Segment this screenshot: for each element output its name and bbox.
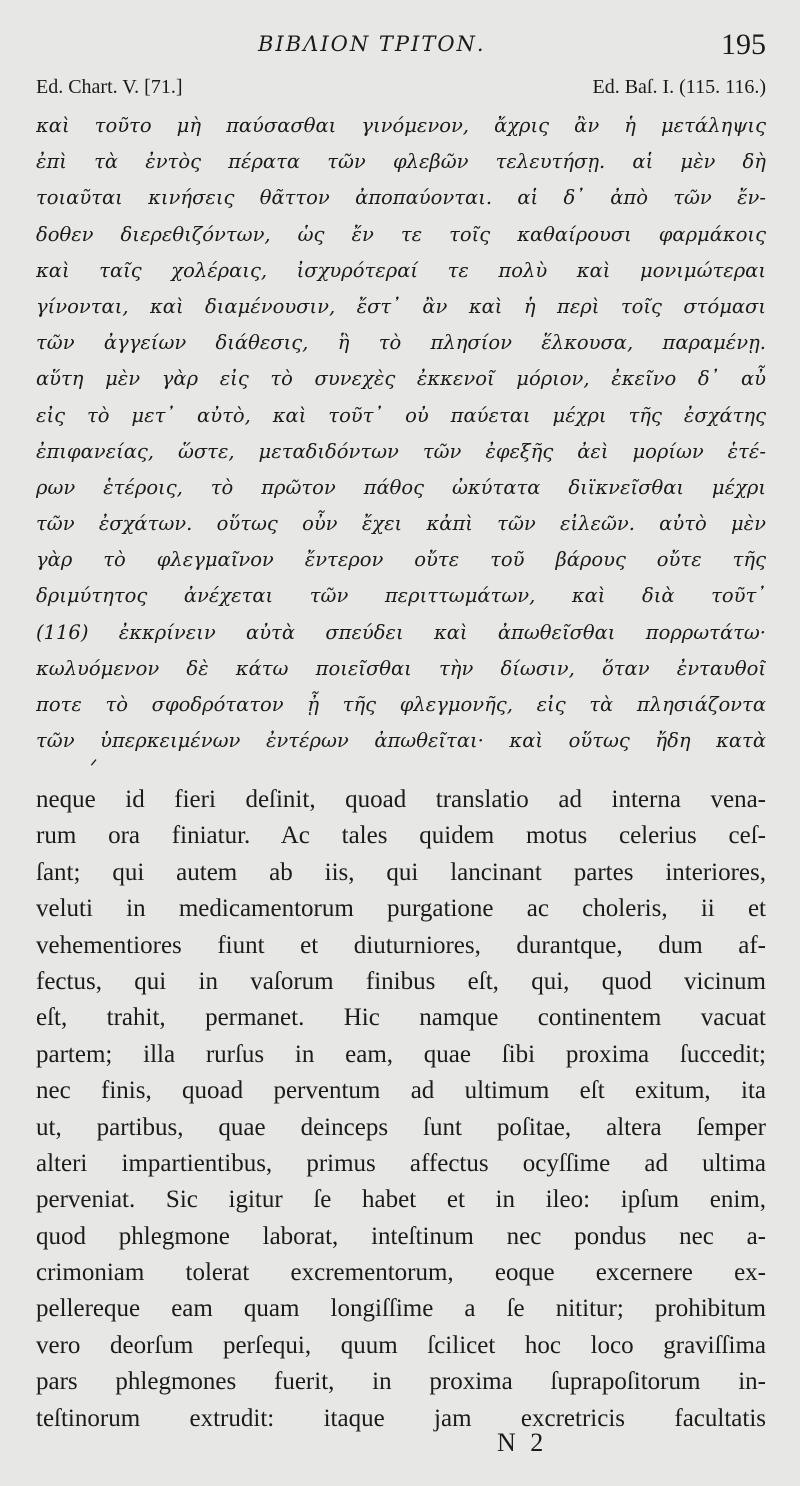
printer-mark: ᐟ [90,756,98,777]
greek-line: αὕτη μὲν γὰρ εἰς τὸ συνεχὲς ἐκκενοῖ μόριον, ἐκεῖνο δ᾽ αὖ [36,367,766,391]
greek-line: τῶν ὑπερκειμένων ἐντέρων ἀπωθεῖται· καὶ οὕτως ἤδη κατὰ [36,729,766,753]
greek-line: εἰς τὸ μετ᾽ αὐτὸ, καὶ τοῦτ᾽ οὐ παύεται μέχρι τῆς ἐσχάτης [36,403,766,427]
greek-line: γὰρ τὸ φλεγμαῖνον ἔντερον οὔτε τοῦ βάρους οὔτε τῆς [36,548,766,572]
greek-line: δοθεν διερεθιζόντων, ὡς ἔν τε τοῖς καθαίρουσι φαρμάκοις [36,222,766,246]
latin-line: pars phlegmones fuerit, in proxima ſuprapoſitorum in- [36,1368,766,1396]
greek-line: δριμύτητος ἀνέχεται τῶν περιττωμάτων, καὶ διὰ τοῦτ᾽ [36,584,766,608]
latin-line: nec finis, quoad perventum ad ultimum eſt exitum, ita [36,1077,766,1105]
greek-line: τοιαῦται κινήσεις θᾶττον ἀποπαύονται. αἱ δ᾽ ἀπὸ τῶν ἔν- [36,186,766,210]
latin-line: perveniat. Sic igitur ſe habet et in ileo: ipſum enim, [36,1186,766,1214]
page-number: 195 [721,28,766,61]
greek-line: ποτε τὸ σφοδρότατον ᾖ τῆς φλεγμονῆς, εἰς τὰ πλησιάζοντα [36,693,766,716]
latin-line: eſt, trahit, permanet. Hic namque continentem vacuat [36,1004,766,1032]
edition-chart-reference: Ed. Chart. V. [71.] [36,76,183,98]
latin-line: crimoniam tolerat excrementorum, eoque excernere ex- [36,1259,766,1287]
latin-line: ut, partibus, quae deinceps ſunt poſitae, altera ſemper [36,1113,766,1141]
latin-line: fectus, qui in vaſorum finibus eſt, qui, quod vicinum [36,967,766,995]
running-head [0,28,800,68]
greek-line: γίνονται, καὶ διαμένουσιν, ἔστ᾽ ἂν καὶ ἡ περὶ τοῖς στόμασι [36,294,766,318]
latin-line: vehementiores fiunt et diuturniores, durantque, dum af- [36,931,766,959]
latin-line: quod phlegmone laborat, inteſtinum nec pondus nec a- [36,1222,766,1250]
signature-mark: N 2 [497,1428,548,1457]
greek-line: ἐπιφανείας, ὥστε, μεταδιδόντων τῶν ἐφεξῆς ἀεὶ μορίων ἑτέ- [36,439,766,463]
latin-line: neque id fieri deſinit, quoad translatio ad interna vena- [36,786,766,813]
greek-line: καὶ ταῖς χολέραις, ἰσχυρότεραί τε πολὺ καὶ μονιμώτεραι [36,258,766,282]
latin-line: alteri impartientibus, primus affectus ocyſſime ad ultima [36,1149,766,1177]
latin-line: rum ora finiatur. Ac tales quidem motus celerius ceſ- [36,822,766,850]
latin-line: ſant; qui autem ab iis, qui lancinant partes interiores, [36,858,766,886]
greek-line: καὶ τοῦτο μὴ παύσασθαι γινόμενον, ἄχρις ἂν ἡ μετάληψις [36,114,766,137]
greek-line: ἐπὶ τὰ ἐντὸς πέρατα τῶν φλεβῶν τελευτήσῃ. αἱ μὲν δὴ [36,150,766,174]
edition-basel-reference: Ed. Baſ. I. (115. 116.) [592,76,766,98]
greek-line: τῶν ἀγγείων διάθεσις, ἣ τὸ πλησίον ἕλκουσα, παραμένῃ. [36,331,766,355]
latin-line: partem; illa rurſus in eam, quae ſibi proxima ſuccedit; [36,1040,766,1068]
edition-references [36,76,766,106]
greek-text-block [36,108,766,759]
greek-line: κωλυόμενον δὲ κάτω ποιεῖσθαι τὴν δίωσιν, ὅταν ἐνταυθοῖ [36,656,766,680]
latin-line: teſtinorum extrudit: itaque jam excretricis facultatis [36,1404,766,1432]
latin-line: pellereque eam quam longiſſime a ſe nititur; prohibitum [36,1295,766,1323]
latin-text-block [36,782,766,1437]
latin-line: veluti in medicamentorum purgatione ac choleris, ii et [36,895,766,923]
greek-line: (116) ἐκκρίνειν αὐτὰ σπεύδει καὶ ἀπωθεῖσθαι πορρωτάτω· [36,620,766,644]
greek-line: ρων ἑτέροις, τὸ πρῶτον πάθος ὠκύτατα διϊκνεῖσθαι μέχρι [36,475,766,499]
greek-line: τῶν ἐσχάτων. οὕτως οὖν ἔχει κἀπὶ τῶν εἰλεῶν. αὐτὸ μὲν [36,512,766,536]
running-title: BIBΛΙΟΝ ΤΡΙΤΟΝ. [258,32,486,56]
latin-line: vero deorſum perſequi, quum ſcilicet hoc loco graviſſima [36,1331,766,1359]
